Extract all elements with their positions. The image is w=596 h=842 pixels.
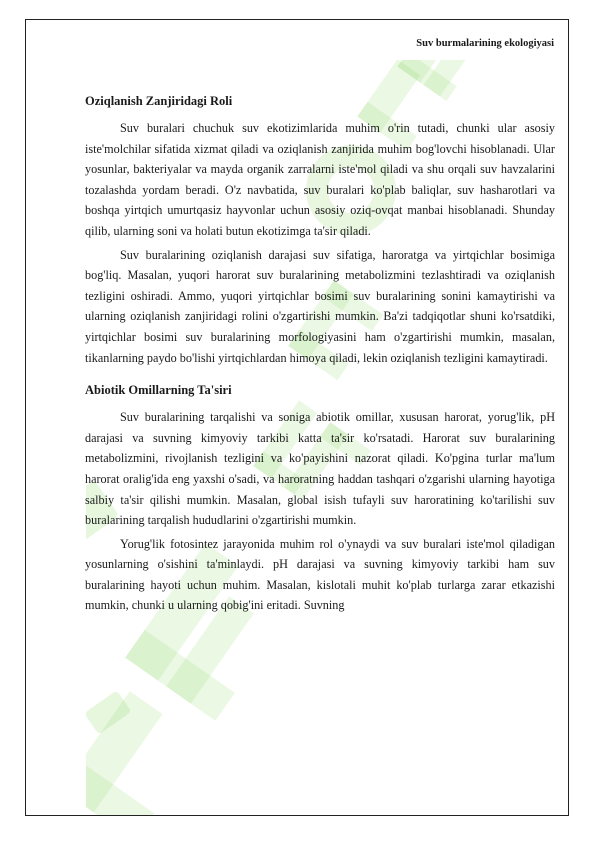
paragraph: Suv buralari chuchuk suv ekotizimlarida muhim o'rin tutadi, chunki ular asosiy iste'molchilar sifatida xizmat qiladi va oziqlanish zanjirida muhim bog'lovchi hisoblanadi. Ular yosunlar, bakteriyalar va mayda organik zarralarni iste'mol qiladi va shu orqali suv havzalarini tozalashda yordam beradi. O'z navbatida, suv buralari ko'plab baliqlar, suv hasharotlari va boshqa yirtqich umurtqasiz hayvonlar uchun asosiy oziq-ovqat manbai hisoblanadi. Shunday qilib, ularning soni va holati butun ekotizimga ta'sir qiladi.	[85, 121, 555, 238]
running-header: Suv burmalarining ekologiyasi	[416, 38, 554, 49]
page-frame	[25, 19, 569, 816]
paragraph: Suv buralarining tarqalishi va soniga abiotik omillar, xususan harorat, yorug'lik, pH darajasi va suvning kimyoviy tarkibi katta ta'sir ko'rsatadi. Harorat suv buralarining metabolizmini, rivojlanish tezligini va ko'payishini nazorat qiladi. Ko'pgina turlar ma'lum harorat oralig'ida eng yaxshi o'sadi, va haroratning haddan tashqari o'zgarishi ularning hayotiga salbiy ta'sir qilishi mumkin. Masalan, global isish tufayli suv haroratining ko'tarilishi suv buralarining tarqalish hududlarini o'zgartirishi mumkin.	[85, 410, 555, 528]
document-body	[85, 92, 555, 616]
section-heading: Oziqlanish Zanjiridagi Roli	[85, 94, 233, 108]
paragraph: Suv buralarining oziqlanish darajasi suv sifatiga, haroratga va yirtqichlar bosimiga bog'liq. Masalan, yuqori harorat suv buralarining metabolizmini tezlashtiradi va oziqlanish tezligini oshiradi. Ammo, yuqori yirtqichlar bosimi suv buralarining sonini kamaytirishi va ularning oziqlanish zanjiridagi rolini o'zgartirishi mumkin. Ba'zi tadqiqotlar shuni ko'rsatdiki, yirtqichlar bosimi suv buralarining morfologiyasini ham o'zgartirishi mumkin, masalan, tikanlarning paydo bo'lishi yirtqichlardan himoya qiladi, lekin oziqlanish tezligini kamaytiradi.	[85, 247, 555, 365]
paragraph: Yorug'lik fotosintez jarayonida muhim rol o'ynaydi va suv buralari iste'mol qiladigan yosunlarning o'sishini ta'minlaydi. pH darajasi va suvning kimyoviy tarkibi ham suv buralarining hayoti uchun muhim. Masalan, kislotali muhit ko'plab turlarga zarar etkazishi mumkin, chunki u ularning qobig'ini eritadi. Suvning	[85, 536, 555, 613]
section-heading: Abiotik Omillarning Ta'siri	[85, 383, 232, 398]
